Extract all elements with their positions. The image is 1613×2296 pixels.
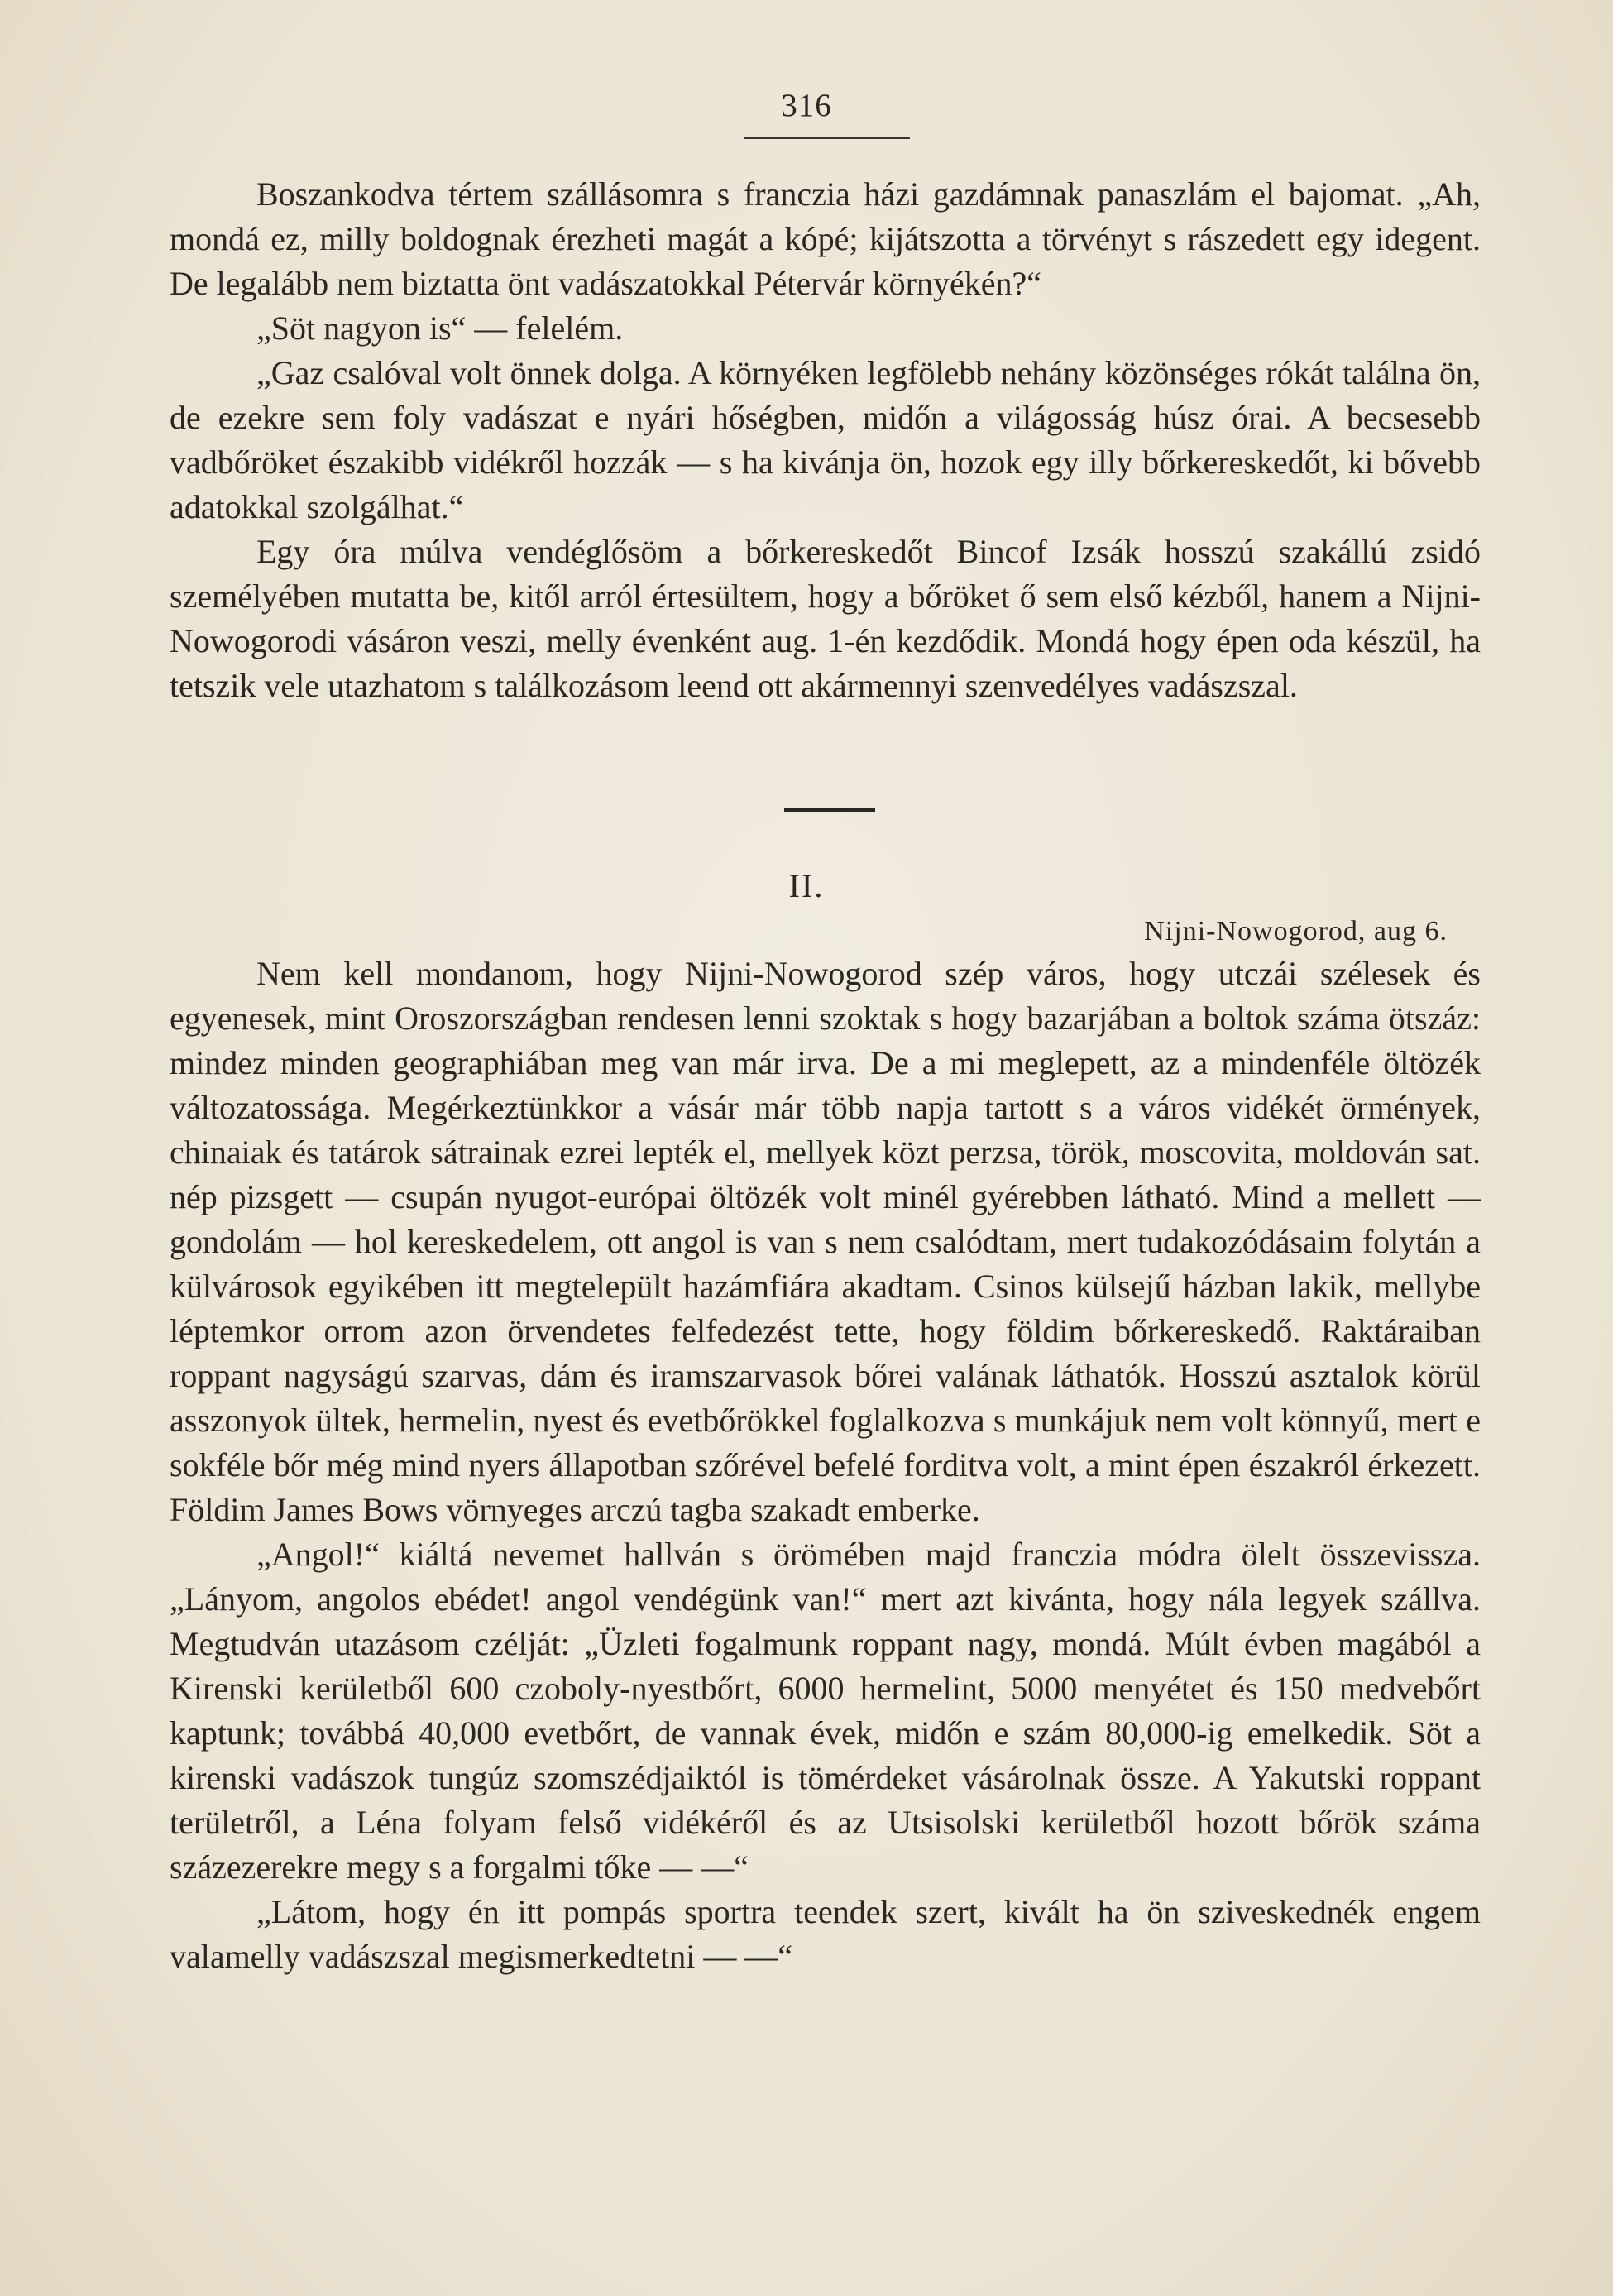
paragraph: Egy óra múlva vendéglősöm a bőrkereskedőt Bincof Izsák hosszú szakállú zsidó személyében mutatta be, kitől arról értesültem, hogy a bőröket ő sem első kézből, hanem a Nijni-Nowogorodi vásáron veszi, melly évenként aug. 1-én kezdődik. Mondá hogy épen oda készül, ha tetszik vele utazhatom s találkozásom leend ott akármennyi szenvedélyes vadászszal. — [170, 533, 1481, 704]
section-divider — [784, 808, 875, 812]
paragraph: „Söt nagyon is“ — felelém. — [256, 309, 624, 347]
paragraph: „Angol!“ kiáltá nevemet hallván s örömében majd franczia módra ölelt összevissza. „Lányom, angolos ebédet! angol vendégünk van!“ mert azt kivánta, hogy nála legyek szállva. Megtudván utazásom czélját: „Üzleti fogalmunk roppant nagy, mondá. Múlt évben magából a Kirenski kerületből 600 czoboly-nyestbőrt, 6000 hermelint, 5000 menyétet és 150 medvebőrt kaptunk; továbbá 40,000 evetbőrt, de vannak évek, midőn e szám 80,000-ig emelkedik. Söt a kirenski vadászok tungúz szomszédjaiktól is tömérdeket vásárolnak össze. A Yakutski roppant területről, a Léna folyam felső vidékéről és az Utsisolski kerületből hozott bőrök száma százezerekre megy s a forgalmi tőke — —“ — [170, 1536, 1481, 1886]
dateline: Nijni-Nowogorod, aug 6. — [1144, 916, 1448, 947]
section-one-text — [170, 172, 1481, 708]
header-rule — [744, 137, 910, 139]
paragraph: Boszankodva tértem szállásomra s franczia házi gazdámnak panaszlám el bajomat. „Ah, mondá ez, milly boldognak érezheti magát a kópé; kijátszotta a törvényt s rászedett egy idegent. De legalább nem biztatta önt vadászatokkal Pétervár környékén?“ — [170, 175, 1481, 302]
section-title: II. — [788, 867, 825, 904]
page-number: 316 — [781, 88, 832, 123]
paragraph: „Gaz csalóval volt önnek dolga. A környéken legfölebb nehány közönséges rókát találna ön, de ezekre sem foly vadászat e nyári hőségben, midőn a világosság húsz órai. A becsesebb vadbőröket északibb vidékről hozzák — s ha kivánja ön, hozok egy illy bőrkereskedőt, ki bővebb adatokkal szolgálhat.“ — [170, 354, 1481, 525]
paragraph: „Látom, hogy én itt pompás sportra teendek szert, kivált ha ön sziveskednék engem valamelly vadászszal megismerkedtetni — —“ — [170, 1893, 1481, 1975]
paragraph: Nem kell mondanom, hogy Nijni-Nowogorod szép város, hogy utczái szélesek és egyenesek, mint Oroszországban rendesen lenni szoktak s hogy bazarjában a boltok száma ötszáz: mindez minden geographiában meg van már irva. De a mi meglepett, az a mindenféle öltözék változatossága. Megérkeztünkkor a vásár már több napja tartott s a város vidékét örmények, chinaiak és tatárok sátrainak ezrei lepték el, mellyek közt perzsa, török, moscovita, moldován sat. nép pizsgett — csupán nyugot-európai öltözék volt minél gyérebben látható. Mind a mellett — gondolám — hol kereskedelem, ott angol is van s nem csalódtam, mert tudakozódásaim folytán a külvárosok egyikében itt megtelepült hazámfiára akadtam. Csinos külsejű házban lakik, mellybe léptemkor orrom azon örvendetes felfedezést tette, hogy földim bőrkereskedő. Raktáraiban roppant nagyságú szarvas, dám és iramszarvasok bőrei valának láthatók. Hosszú asztalok körül asszonyok ültek, hermelin, nyest és evetbőrökkel foglalkozva s munkájuk nem volt könnyű, mert e sokféle bőr még mind nyers állapotban szőrével befelé forditva volt, a mint épen északról érkezett. Földim James Bows vörnyeges arczú tagba szakadt emberke. — [170, 955, 1481, 1528]
section-two-text — [170, 951, 1481, 1979]
